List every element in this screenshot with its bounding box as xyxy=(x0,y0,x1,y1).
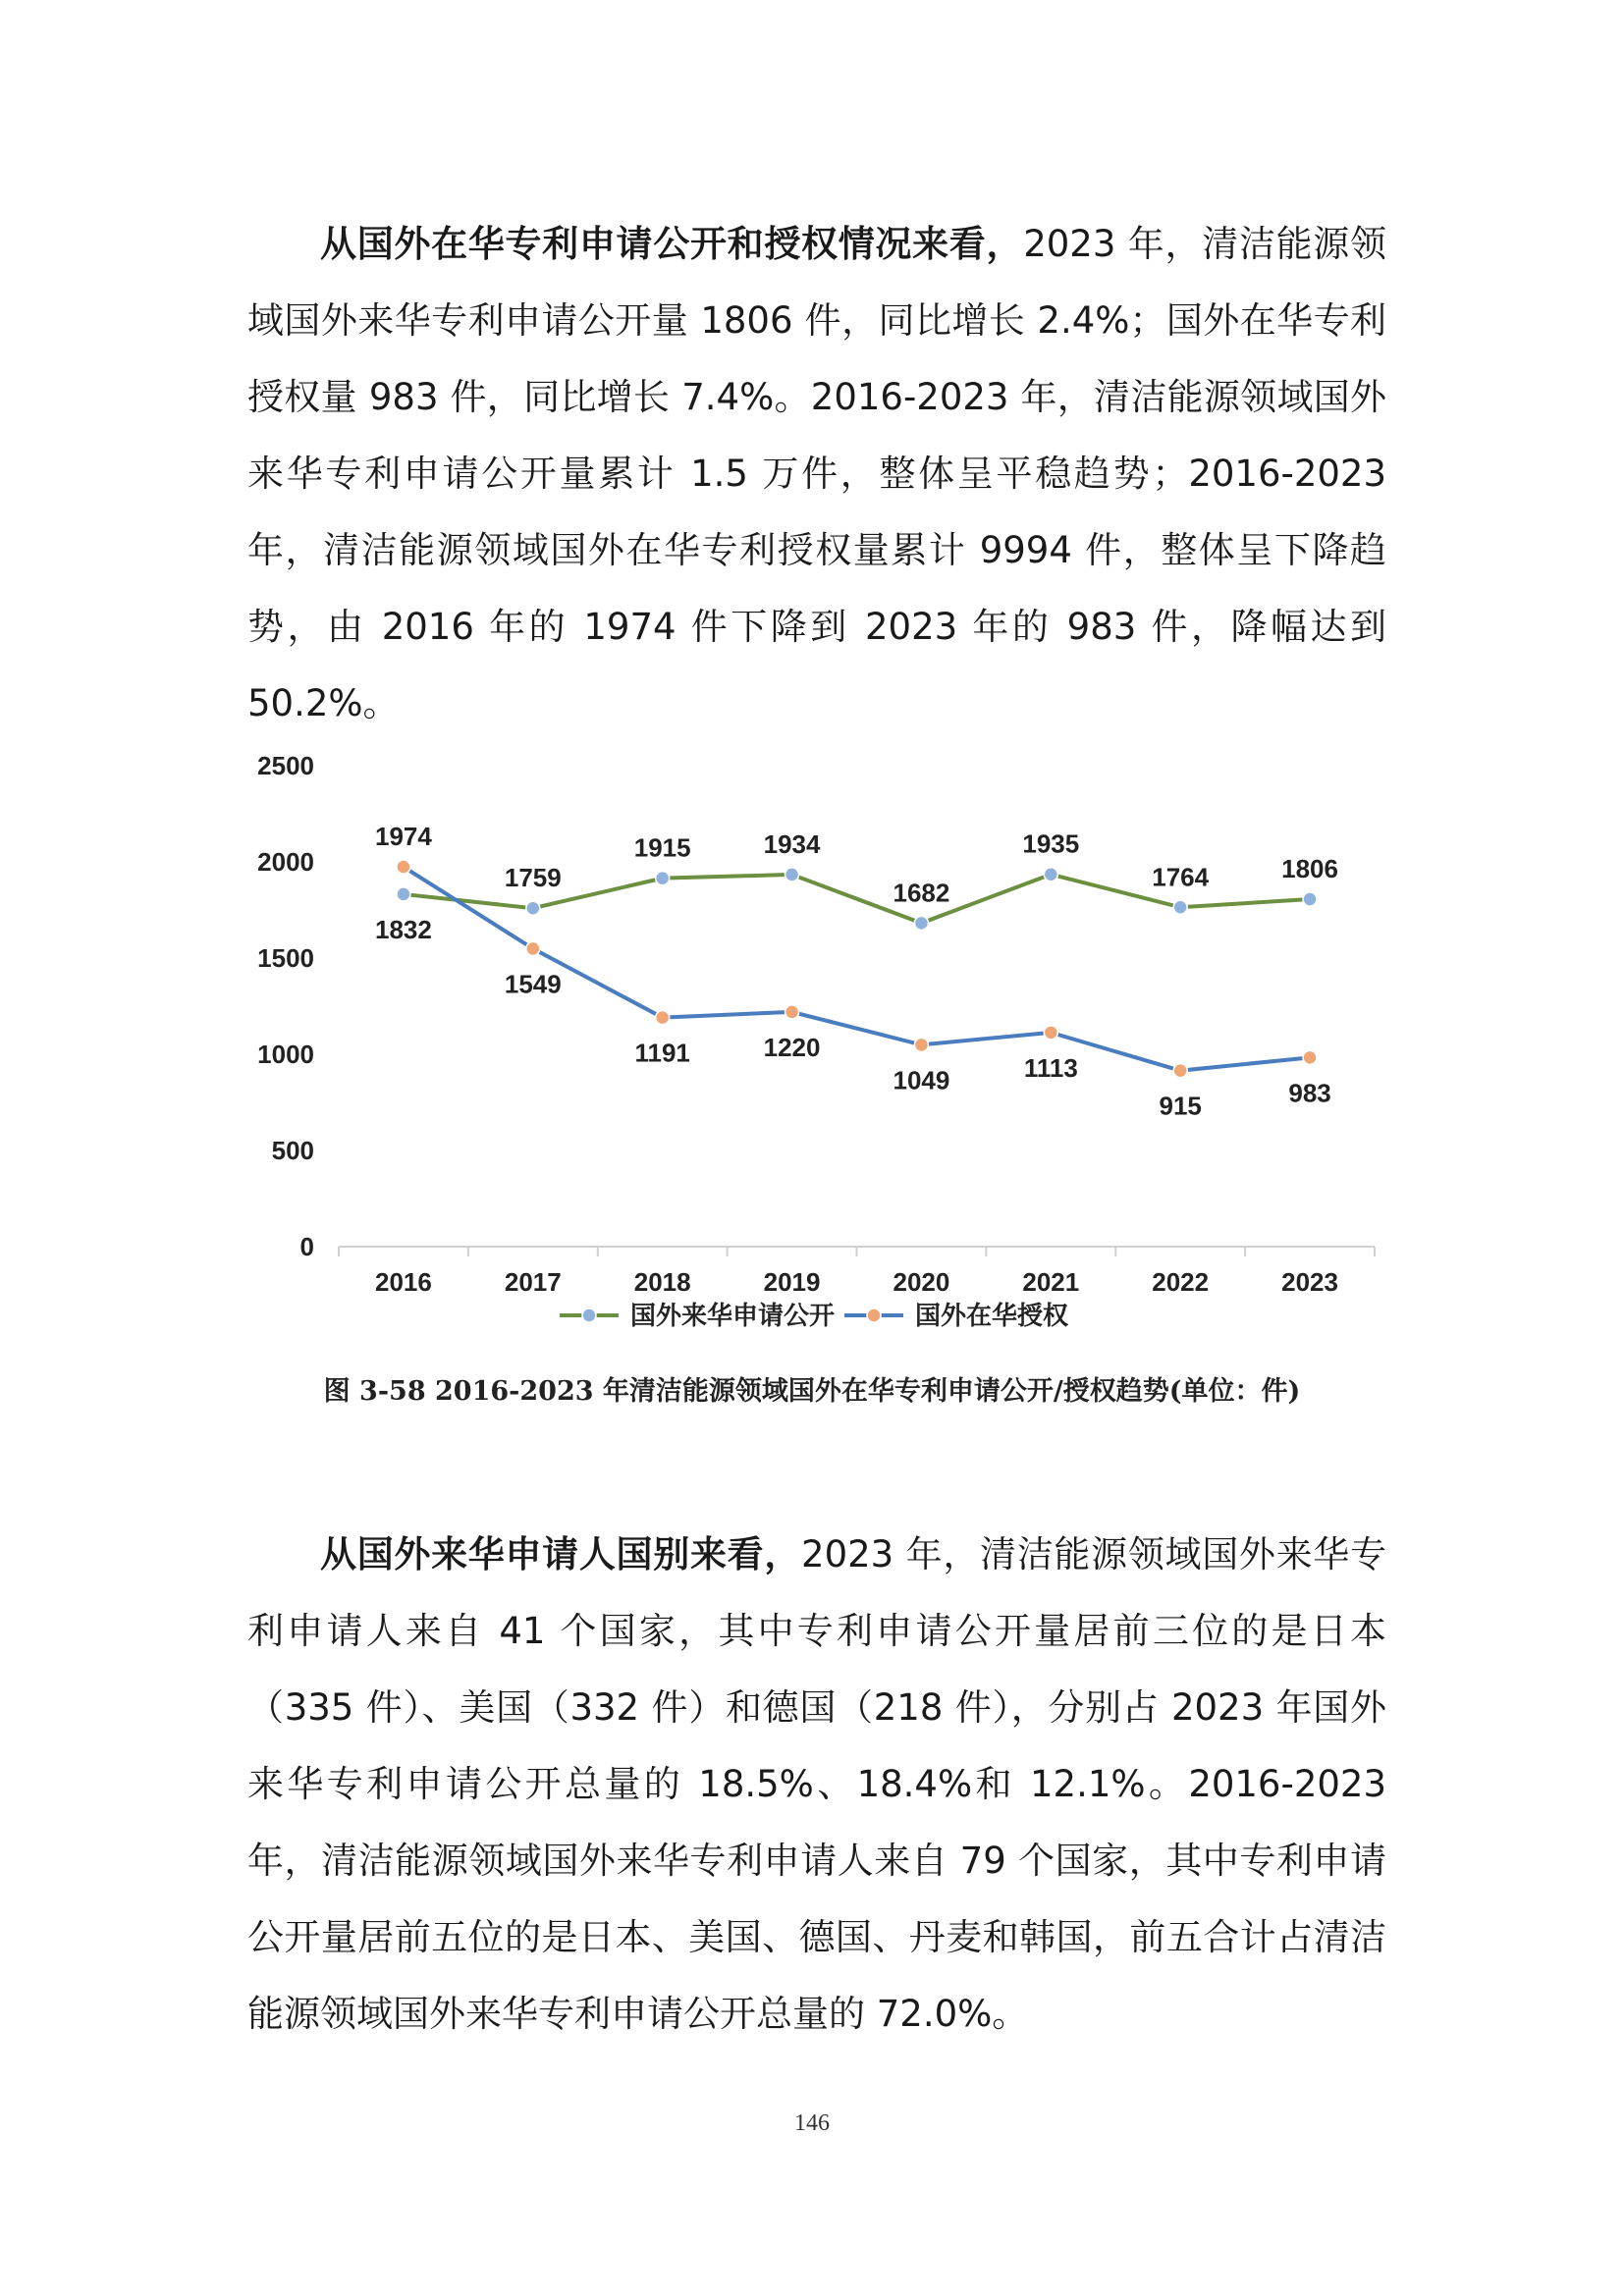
x-tick-label: 2018 xyxy=(633,1267,691,1297)
data-label: 1806 xyxy=(1281,854,1338,884)
data-point xyxy=(656,872,670,885)
data-point xyxy=(397,860,410,874)
data-label: 1549 xyxy=(504,969,562,999)
data-point xyxy=(914,1038,928,1051)
x-tick-label: 2020 xyxy=(893,1267,950,1297)
data-point xyxy=(785,868,799,881)
legend-marker xyxy=(867,1308,881,1322)
x-tick-label: 2022 xyxy=(1152,1267,1210,1297)
data-point xyxy=(526,941,540,955)
figure-caption: 图 3-58 2016-2023 年清洁能源领域国外在华专利申请公开/授权趋势(单位：件) xyxy=(323,1376,1301,1407)
trend-line-chart xyxy=(236,726,1394,1355)
data-point xyxy=(1044,868,1057,881)
series-group xyxy=(375,822,1338,1121)
data-label: 1832 xyxy=(375,914,432,944)
y-tick-label: 1500 xyxy=(257,943,314,973)
data-label: 1682 xyxy=(893,878,950,908)
y-axis xyxy=(257,751,314,1261)
data-point xyxy=(1173,1064,1187,1078)
series-1 xyxy=(375,829,1338,944)
legend-label: 国外来华申请公开 xyxy=(630,1301,836,1330)
x-tick-label: 2023 xyxy=(1281,1267,1338,1297)
paragraph-lead: 从国外在华专利申请公开和授权情况来看， xyxy=(320,223,1024,265)
x-tick-label: 2019 xyxy=(763,1267,821,1297)
x-axis-ticks xyxy=(339,1247,1375,1297)
data-label: 1759 xyxy=(504,863,562,893)
data-point xyxy=(1303,1050,1317,1064)
data-point xyxy=(914,916,928,930)
data-point xyxy=(397,887,410,901)
data-point xyxy=(1303,892,1317,906)
data-label: 1935 xyxy=(1022,828,1080,859)
paragraph-body: 2023 年，清洁能源领域国外来华专利申请人来自 41 个国家，其中专利申请公开量居前三位的是日本（335 件）、美国（332 件）和德国（218 件），分别占 2023 年国外来华专利申请公开总量的 18.5%、18.4%和 12.1%。2016-2023 年，清洁能源领域国外来华专利申请人来自 79 个国家，其中专利申请公开量居前五位的是日本、美国、德国、丹麦和韩国，前五合计占清洁能源领域国外来华专利申请公开总量的 72.0%。 xyxy=(247,1533,1386,2035)
page-number: 146 xyxy=(794,2110,830,2136)
data-point xyxy=(656,1011,670,1025)
data-label: 1049 xyxy=(893,1065,950,1095)
y-tick-label: 500 xyxy=(271,1136,314,1165)
x-tick-label: 2016 xyxy=(375,1267,432,1297)
data-label: 1764 xyxy=(1152,862,1210,892)
x-tick-label: 2017 xyxy=(504,1267,562,1297)
y-tick-label: 2500 xyxy=(257,751,314,780)
data-point xyxy=(1044,1026,1057,1040)
chart-legend xyxy=(560,1301,1069,1330)
paragraph-body: 2023 年，清洁能源领域国外来华专利申请公开量 1806 件，同比增长 2.4%；国外在华专利授权量 983 件，同比增长 7.4%。2016-2023 年，清洁能源领域国外来华专利申请公开量累计 1.5 万件，整体呈平稳趋势；2016-2023 年，清洁能源领域国外在华专利授权量累计 9994 件，整体呈下降趋势，由 2016 年的 1974 件下降到 2023 年的 983 件，降幅达到 50.2%。 xyxy=(247,223,1386,724)
legend-marker xyxy=(582,1308,596,1322)
data-label: 1934 xyxy=(763,828,821,859)
data-point xyxy=(1173,900,1187,914)
data-label: 1113 xyxy=(1023,1052,1078,1083)
data-label: 1915 xyxy=(633,832,691,863)
paragraph-lead: 从国外来华申请人国别来看， xyxy=(320,1533,802,1575)
y-tick-label: 2000 xyxy=(257,847,314,877)
data-label: 1220 xyxy=(763,1032,821,1062)
legend-label: 国外在华授权 xyxy=(915,1301,1069,1330)
y-tick-label: 0 xyxy=(299,1232,314,1261)
paragraph-foreign-patent-overview xyxy=(247,206,1386,742)
data-point xyxy=(526,901,540,915)
data-label: 1974 xyxy=(375,822,432,852)
y-tick-label: 1000 xyxy=(257,1040,314,1069)
data-point xyxy=(785,1005,799,1019)
data-label: 1191 xyxy=(634,1038,690,1068)
data-label: 983 xyxy=(1288,1078,1331,1108)
paragraph-applicant-countries xyxy=(247,1517,1386,2053)
data-label: 915 xyxy=(1159,1091,1202,1121)
x-tick-label: 2021 xyxy=(1022,1267,1080,1297)
